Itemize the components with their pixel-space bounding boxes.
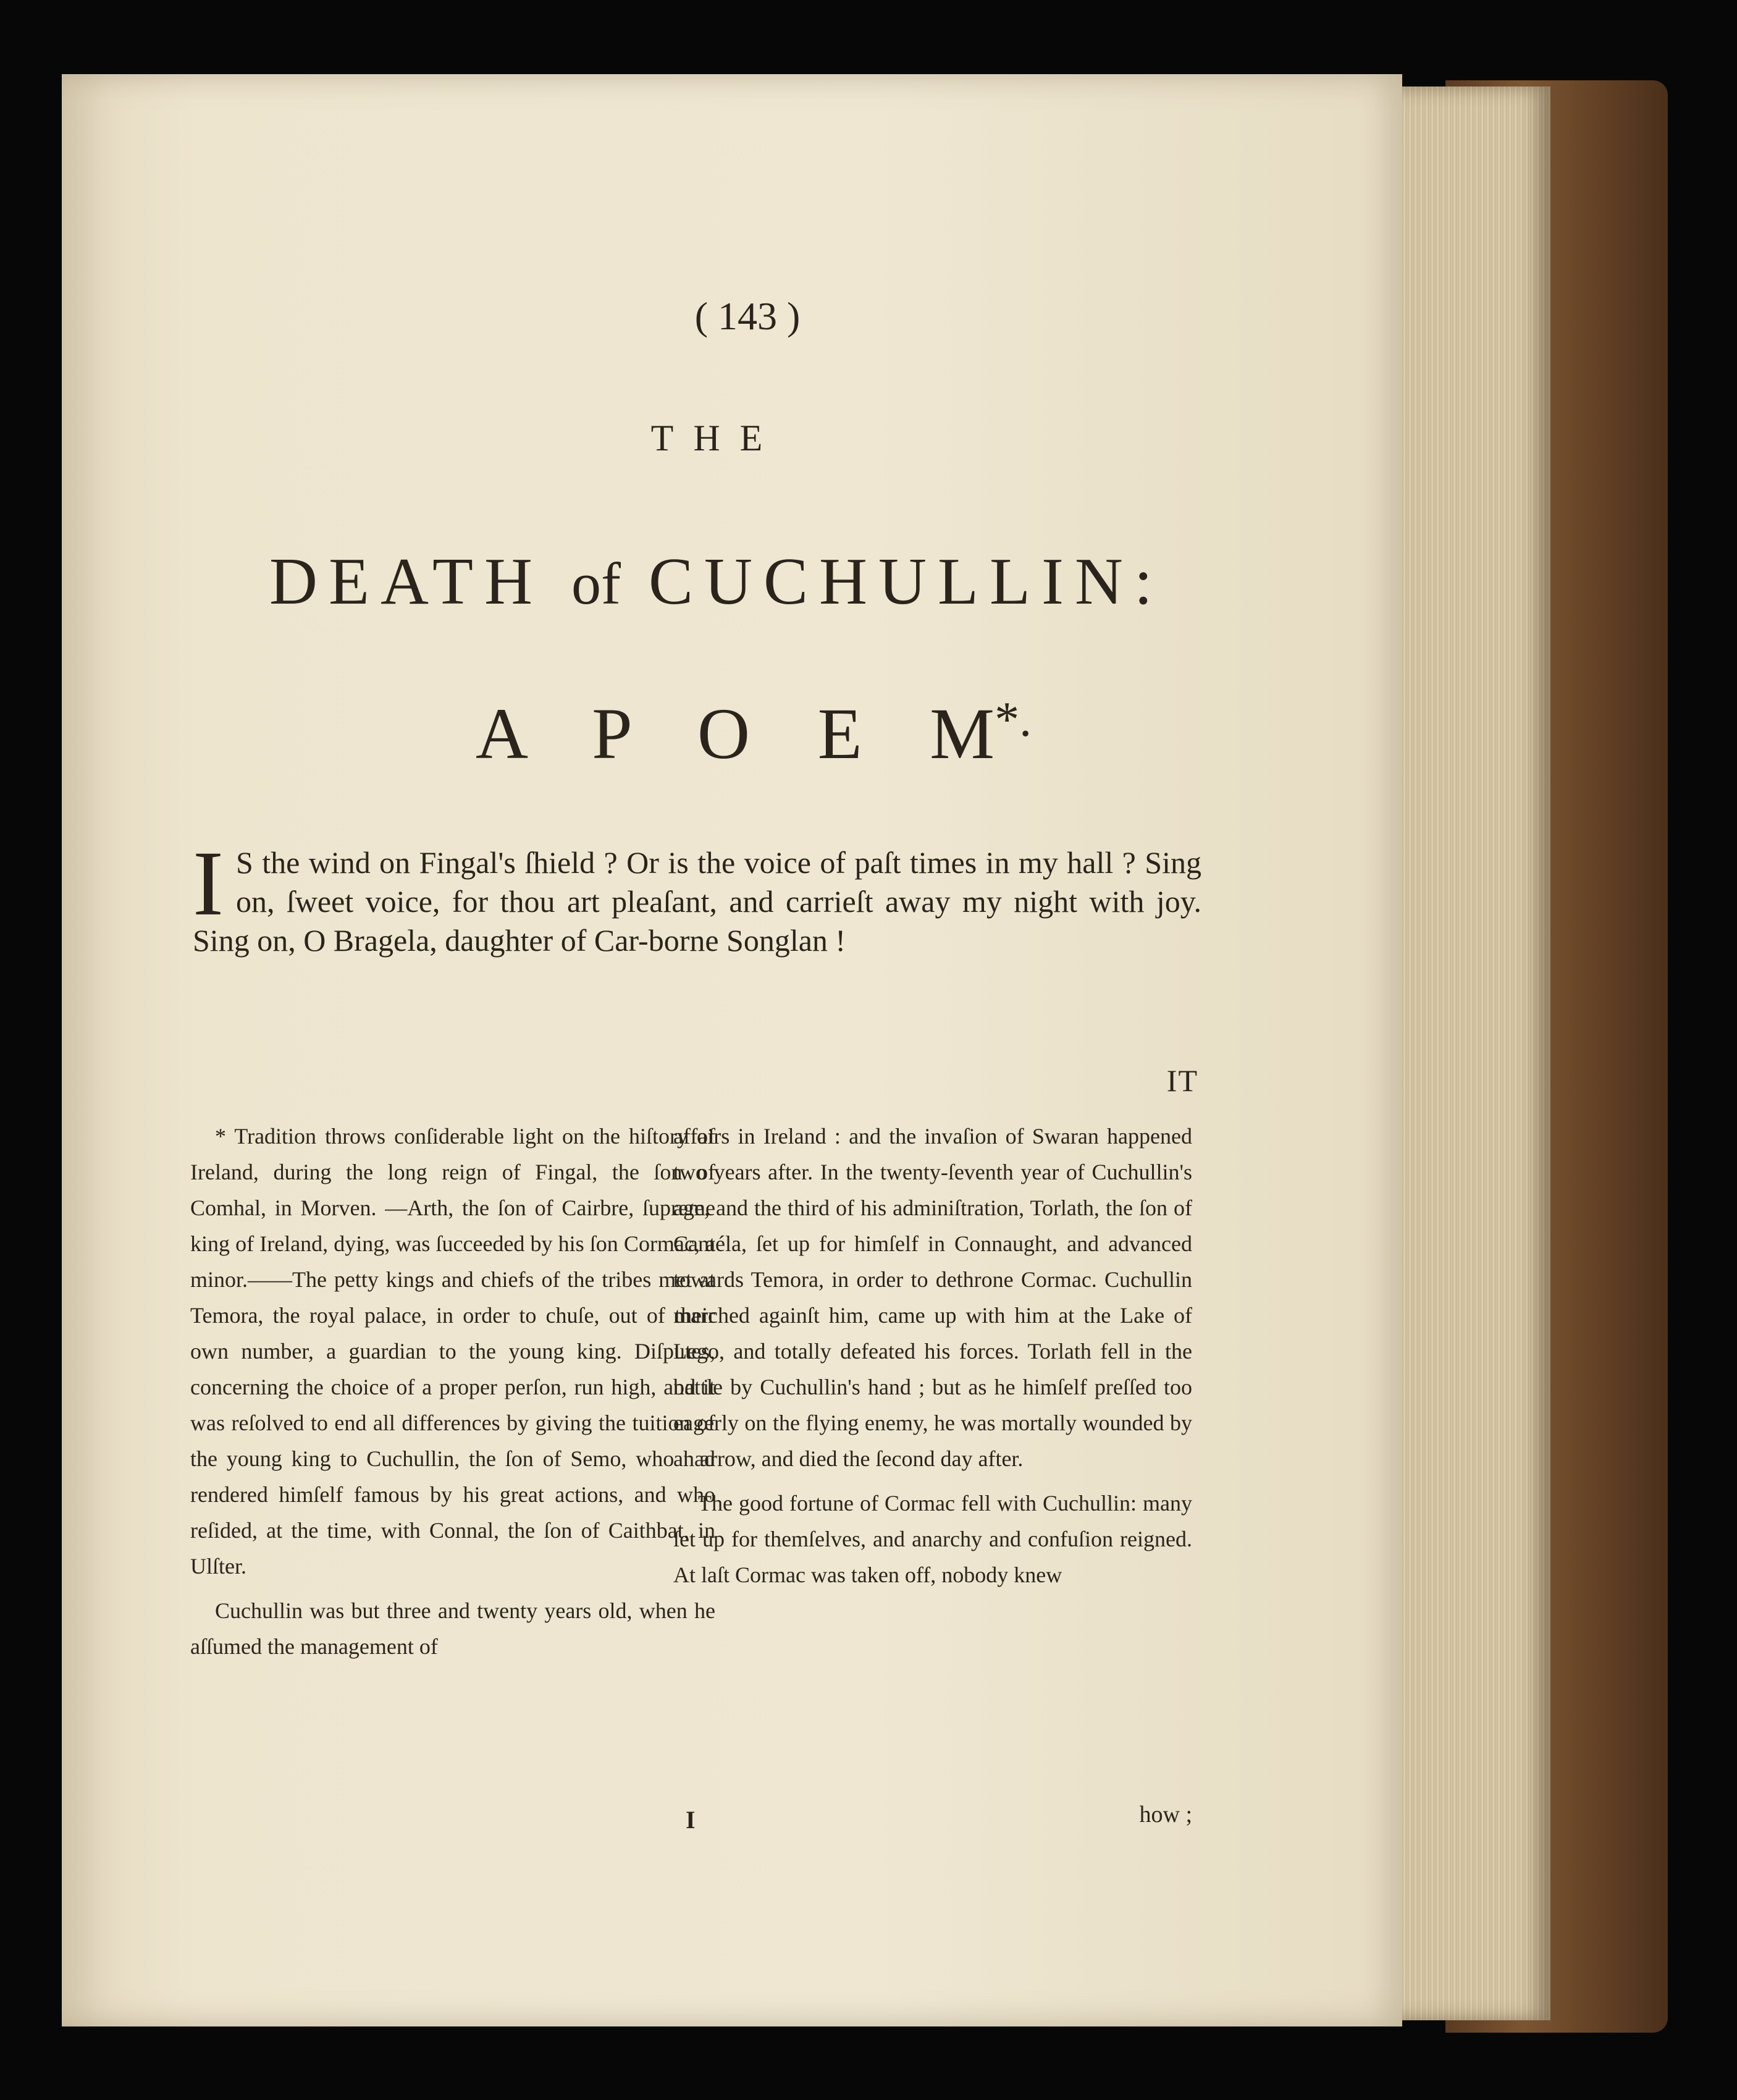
title-name: CUCHULLIN: — [648, 545, 1164, 618]
page-edges — [1390, 86, 1550, 2020]
footnote-right-column — [673, 1118, 1192, 1601]
footnote-left-column — [190, 1118, 715, 1673]
subtitle-letters: A P O E M — [475, 693, 995, 774]
subtitle-mark: *. — [995, 693, 1032, 747]
footnote-paragraph: * Tradition throws conſiderable light on the hiſtory of Ireland, during the long reign of Fingal, the ſon of Comhal, in Morven. —Arth, the ſon of Cairbre, ſupreme king of Ireland, dying, was ſucceeded by his ſon Cormac, a minor.——The petty kings and chiefs of the tribes met at Temora, the royal palace, in order to chuſe, out of their own number, a guardian to the young king. Diſputes, concerning the choice of a proper perſon, run high, and it was reſolved to end all differences by giving the tuition of the young king to Cuchullin, the ſon of Semo, who had rendered himſelf famous by his great actions, and who reſided, at the time, with Connal, the ſon of Caithbat, in Ulſter. — [190, 1124, 715, 1579]
footnote-paragraph: affairs in Ireland : and the invaſion of Swaran happened two years after. In the twenty-ſeventh year of Cuchullin's age, and the third of his adminiſtration, Torlath, the ſon of Cantéla, ſet up for himſelf in Connaught, and advanced towards Temora, in order to dethrone Cormac. Cuchullin marched againſt him, came up with him at the Lake of Lego, and totally defeated his forces. Torlath fell in the battle by Cuchullin's hand ; but as he himſelf preſſed too eagerly on the flying enemy, he was mortally wounded by an arrow, and died the ſecond day after. — [673, 1124, 1192, 1471]
footnote-paragraph: Cuchullin was but three and twenty years old, when he aſſumed the management of — [190, 1598, 715, 1659]
page — [62, 74, 1402, 2026]
title-death: DEATH — [269, 545, 544, 618]
drop-cap: I — [193, 832, 224, 935]
title-the: THE — [650, 418, 783, 458]
poem-opening-text: S the wind on Fingal's ſhield ? Or is the voice of paſt times in my hall ? Sing on, ſweet voice, for thou art pleaſant, and carrieſt away my night with joy. Sing on, O Bragela, daughter of Car-borne Songlan ! — [193, 845, 1201, 958]
title-main — [185, 544, 1248, 620]
book — [62, 74, 1600, 2020]
subtitle — [321, 692, 1186, 776]
footnote-paragraph: The good fortune of Cormac fell with Cuchullin: many ſet up for themſelves, and anarchy and confuſion reigned. At laſt Cormac was taken off, nobody knew — [673, 1491, 1192, 1587]
page-number: ( 143 ) — [694, 294, 801, 338]
title-of: of — [571, 550, 621, 617]
signature-mark: I — [686, 1806, 696, 1834]
catchword-top: IT — [1166, 1063, 1198, 1098]
poem-opening — [193, 832, 1201, 960]
catchword-bottom: how ; — [1139, 1802, 1192, 1828]
